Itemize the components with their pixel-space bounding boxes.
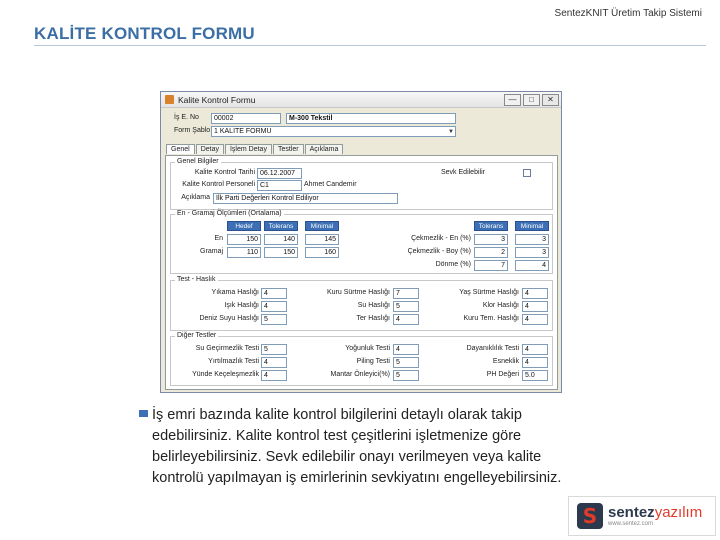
quality-control-window [160, 91, 562, 393]
fastness-label: Ter Haslığı [356, 315, 390, 322]
group-other-tests [170, 332, 553, 386]
maximize-button[interactable]: □ [523, 94, 540, 106]
other-test-input[interactable]: 4 [522, 344, 548, 355]
gramaj-minimal-input[interactable]: 160 [305, 247, 339, 258]
cekmezlik-boy-tolerans-input[interactable]: 2 [474, 247, 508, 258]
other-test-input[interactable]: 4 [393, 344, 419, 355]
fastness-label: Yaş Sürtme Haslığı [459, 289, 519, 296]
fastness-input[interactable]: 5 [261, 314, 287, 325]
form-template-label: Form Şablo [174, 127, 211, 134]
note-input[interactable]: İlk Parti Değerleri Kontrol Ediliyor [213, 193, 398, 204]
logo-wordmark [608, 505, 702, 521]
fastness-input[interactable]: 4 [522, 288, 548, 299]
controller-label: Kalite Kontrol Personeli [182, 181, 255, 188]
other-test-label: Piling Testi [356, 358, 390, 365]
fastness-input[interactable]: 5 [393, 301, 419, 312]
logo-name-part-a: sentez [608, 504, 655, 521]
cekmezlik-en-tolerans-input[interactable]: 3 [474, 234, 508, 245]
note-label: Açıklama [181, 194, 210, 201]
group-measurements-label: En - Gramaj Ölçümleri (Ortalama) [177, 210, 282, 217]
group-other-tests-label: Diğer Testler [177, 332, 217, 339]
other-test-label: Dayanıklılık Testi [466, 345, 519, 352]
dropdown-arrow-icon[interactable]: ▼ [448, 129, 454, 135]
donme-minimal-input[interactable]: 4 [515, 260, 549, 271]
sevk-checkbox[interactable] [523, 169, 531, 177]
date-label: Kalite Kontrol Tarihi [194, 169, 255, 176]
group-fastness-label: Test - Haslık [177, 276, 216, 283]
slide-title: KALİTE KONTROL FORMU [34, 24, 255, 43]
fastness-label: Su Haslığı [357, 302, 390, 309]
controller-code-input[interactable]: C1 [257, 180, 302, 191]
col-header-minimal-right: Minimal [515, 221, 549, 231]
tab-panel-genel [165, 155, 558, 390]
other-test-input[interactable]: 5 [261, 344, 287, 355]
logo-s-icon: S [577, 503, 603, 529]
other-test-input[interactable]: 5 [393, 370, 419, 381]
description-text: İş emri bazında kalite kontrol bilgilerini detaylı olarak takip edebilirsiniz. Kalite kontrol test çeşitlerini işletmenize göre belirleyebilirsiniz. Sevk edilebilir onayı verilmeyen veya kalite kontrolü yapılmayan iş emirlerinin sevkiyatını engelleyebilirsiniz. [152, 407, 562, 486]
controller-name: Ahmet Candemir [304, 181, 357, 188]
tab-aciklama[interactable]: Açıklama [305, 144, 344, 154]
other-test-input[interactable]: 5.0 [522, 370, 548, 381]
bullet-icon [139, 410, 148, 417]
group-general-info-label: Genel Bilgiler [177, 158, 219, 165]
row-label-gramaj: Gramaj [200, 248, 223, 255]
other-test-input[interactable]: 4 [522, 357, 548, 368]
logo-url: www.sentez.com [608, 521, 654, 527]
close-button[interactable]: ✕ [542, 94, 559, 106]
is-no-label: İş E. No [174, 114, 199, 121]
window-title: Kalite Kontrol Formu [178, 94, 256, 105]
fastness-input[interactable]: 4 [522, 314, 548, 325]
fastness-label: Kuru Sürtme Haslığı [326, 289, 390, 296]
tab-detay[interactable]: Detay [196, 144, 224, 154]
fastness-label: Klor Haslığı [482, 302, 519, 309]
col-header-minimal: Minimal [305, 221, 339, 231]
app-icon [165, 95, 174, 104]
en-tolerans-input[interactable]: 140 [264, 234, 298, 245]
form-template-value: 1 KALİTE FORMU [214, 128, 272, 135]
other-test-input[interactable]: 4 [261, 370, 287, 381]
minimize-button[interactable]: — [504, 94, 521, 106]
tab-islem-detay[interactable]: İşlem Detay [225, 144, 272, 154]
other-test-label: Yoğunluk Testi [345, 345, 390, 352]
other-test-label: Yünde Keçeleşmezlik [192, 371, 259, 378]
tab-bar [166, 144, 344, 154]
col-header-hedef: Hedef [227, 221, 261, 231]
fastness-label: Yıkama Haslığı [211, 289, 259, 296]
fastness-input[interactable]: 4 [261, 288, 287, 299]
other-test-input[interactable]: 5 [393, 357, 419, 368]
row-label-en: En [214, 235, 223, 242]
gramaj-tolerans-input[interactable]: 150 [264, 247, 298, 258]
other-test-label: Mantar Önleyici(%) [330, 371, 390, 378]
row-label-cekmezlik-en: Çekmezlik - En (%) [411, 235, 471, 242]
date-input[interactable]: 06.12.2007 [257, 168, 302, 179]
fastness-label: Kuru Tem. Haslığı [463, 315, 519, 322]
other-test-label: Su Geçirmezlik Testi [195, 345, 259, 352]
row-label-cekmezlik-boy: Çekmezlik - Boy (%) [407, 248, 471, 255]
row-label-donme: Dönme (%) [435, 261, 471, 268]
fastness-label: Deniz Suyu Haslığı [199, 315, 259, 322]
fastness-input[interactable]: 4 [261, 301, 287, 312]
other-test-label: Yırtılmazlık Testi [208, 358, 259, 365]
tab-testler[interactable]: Testler [273, 144, 304, 154]
fastness-input[interactable]: 4 [522, 301, 548, 312]
col-header-tolerans-right: Tolerans [474, 221, 508, 231]
fastness-input[interactable]: 7 [393, 288, 419, 299]
donme-tolerans-input[interactable]: 7 [474, 260, 508, 271]
en-hedef-input[interactable]: 150 [227, 234, 261, 245]
gramaj-hedef-input[interactable]: 110 [227, 247, 261, 258]
other-test-label: PH Değeri [486, 371, 519, 378]
brand-caption: SentezKNIT Üretim Takip Sistemi [554, 8, 702, 19]
title-divider [34, 45, 706, 46]
col-header-tolerans: Tolerans [264, 221, 298, 231]
company-logo [568, 496, 716, 536]
en-minimal-input[interactable]: 145 [305, 234, 339, 245]
fastness-input[interactable]: 4 [393, 314, 419, 325]
form-template-select[interactable] [211, 126, 456, 137]
other-test-input[interactable]: 4 [261, 357, 287, 368]
cekmezlik-en-minimal-input[interactable]: 3 [515, 234, 549, 245]
logo-name-part-b: yazılım [654, 504, 703, 521]
group-fastness-tests [170, 276, 553, 331]
group-general-info [170, 158, 553, 210]
group-measurements [170, 210, 553, 274]
cekmezlik-boy-minimal-input[interactable]: 3 [515, 247, 549, 258]
window-titlebar[interactable] [161, 92, 561, 108]
other-test-label: Esneklik [492, 358, 519, 365]
product-input[interactable]: M-300 Tekstil [286, 113, 456, 124]
sevk-label: Sevk Edilebilir [441, 169, 485, 176]
fastness-label: Işık Haslığı [224, 302, 259, 309]
is-no-input[interactable]: 00002 [211, 113, 281, 124]
tab-genel[interactable]: Genel [166, 144, 195, 154]
